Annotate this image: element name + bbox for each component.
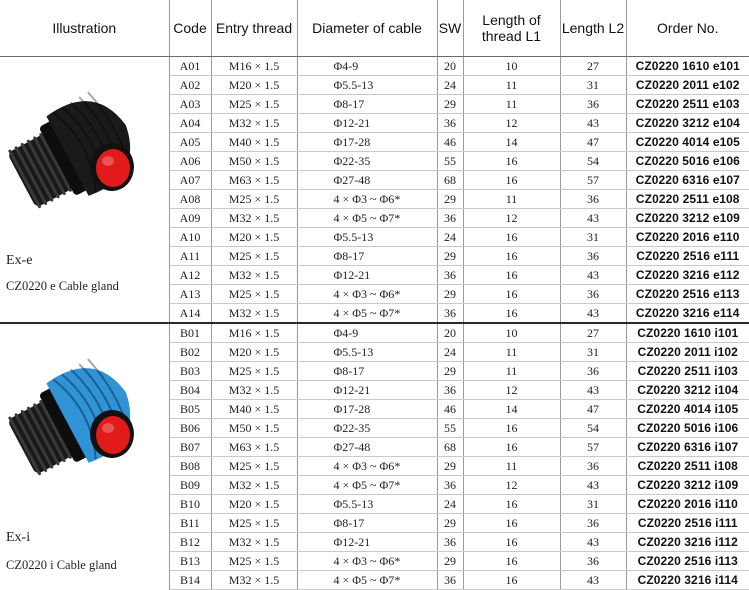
diameter-cell: [297, 114, 437, 133]
section-label: Ex-e: [6, 253, 33, 268]
header-length-l1-line2: thread L1: [481, 28, 542, 44]
sw-cell: 29: [437, 552, 463, 571]
order-no-cell: CZ0220 2516 i113: [626, 552, 749, 571]
diameter-cell: [297, 400, 437, 419]
entry-thread-cell: M32 × 1.5: [211, 114, 297, 133]
entry-thread-cell: M20 × 1.5: [211, 76, 297, 95]
length-l1-cell: 12: [463, 476, 560, 495]
diameter-cell: [297, 476, 437, 495]
illustration-cell: [0, 323, 169, 590]
length-l1-cell: 16: [463, 152, 560, 171]
length-l1-cell: 10: [463, 323, 560, 343]
length-l2-cell: 27: [560, 323, 626, 343]
diameter-value: 4 × Φ3 ~ Φ6: [333, 286, 395, 301]
sw-cell: 46: [437, 400, 463, 419]
sw-cell: 68: [437, 438, 463, 457]
length-l2-cell: 36: [560, 362, 626, 381]
code-cell: B07: [169, 438, 211, 457]
order-no-cell: CZ0220 6316 e107: [626, 171, 749, 190]
sw-cell: 24: [437, 76, 463, 95]
code-cell: A09: [169, 209, 211, 228]
length-l1-cell: 16: [463, 419, 560, 438]
diameter-value: Φ27-48: [333, 172, 371, 187]
diameter-cell: [297, 190, 437, 209]
length-l1-cell: 10: [463, 57, 560, 76]
order-no-cell: CZ0220 3212 e109: [626, 209, 749, 228]
entry-thread-cell: M63 × 1.5: [211, 171, 297, 190]
entry-thread-cell: M16 × 1.5: [211, 57, 297, 76]
length-l2-cell: 43: [560, 304, 626, 324]
section-label: Ex-i: [6, 530, 31, 545]
diameter-cell: [297, 57, 437, 76]
table-body: [0, 57, 749, 590]
diameter-cell: [297, 95, 437, 114]
length-l2-cell: 31: [560, 228, 626, 247]
length-l1-cell: 11: [463, 457, 560, 476]
length-l2-cell: 31: [560, 343, 626, 362]
diameter-cell: [297, 171, 437, 190]
diameter-value: Φ22-35: [333, 153, 371, 168]
illustration-cell: [0, 57, 169, 324]
length-l2-cell: 43: [560, 381, 626, 400]
illustration-box: [0, 324, 169, 588]
code-cell: A11: [169, 247, 211, 266]
sw-cell: 36: [437, 266, 463, 285]
diameter-cell: [297, 571, 437, 590]
special-marker: *: [394, 305, 401, 320]
diameter-cell: [297, 381, 437, 400]
sw-cell: 36: [437, 381, 463, 400]
length-l1-cell: 11: [463, 76, 560, 95]
diameter-value: Φ8-17: [333, 248, 365, 263]
code-cell: A08: [169, 190, 211, 209]
sw-cell: 29: [437, 190, 463, 209]
order-no-cell: CZ0220 1610 e101: [626, 57, 749, 76]
entry-thread-cell: M32 × 1.5: [211, 571, 297, 590]
sw-cell: 20: [437, 323, 463, 343]
diameter-cell: [297, 323, 437, 343]
diameter-value: Φ12-21: [333, 115, 371, 130]
diameter-value: Φ5.5-13: [333, 229, 374, 244]
entry-thread-cell: M20 × 1.5: [211, 343, 297, 362]
entry-thread-cell: M16 × 1.5: [211, 323, 297, 343]
entry-thread-cell: M63 × 1.5: [211, 438, 297, 457]
entry-thread-cell: M32 × 1.5: [211, 476, 297, 495]
order-no-cell: CZ0220 3212 i104: [626, 381, 749, 400]
length-l1-cell: 12: [463, 381, 560, 400]
entry-thread-cell: M40 × 1.5: [211, 400, 297, 419]
code-cell: B14: [169, 571, 211, 590]
ex-e-cable-gland-image: [4, 75, 154, 225]
code-cell: B10: [169, 495, 211, 514]
order-no-cell: CZ0220 2516 i111: [626, 514, 749, 533]
length-l1-cell: 16: [463, 552, 560, 571]
diameter-value: 4 × Φ5 ~ Φ7: [333, 210, 395, 225]
order-no-cell: CZ0220 3216 e114: [626, 304, 749, 324]
sw-cell: 24: [437, 228, 463, 247]
diameter-cell: [297, 552, 437, 571]
length-l1-cell: 11: [463, 362, 560, 381]
length-l2-cell: 36: [560, 457, 626, 476]
illustration-box: [0, 57, 169, 321]
header-diameter: Diameter of cable: [297, 0, 437, 57]
order-no-cell: CZ0220 3216 e112: [626, 266, 749, 285]
diameter-cell: [297, 514, 437, 533]
order-no-cell: CZ0220 4014 e105: [626, 133, 749, 152]
code-cell: B06: [169, 419, 211, 438]
diameter-cell: [297, 152, 437, 171]
length-l2-cell: 43: [560, 476, 626, 495]
order-no-cell: CZ0220 2511 e108: [626, 190, 749, 209]
special-marker: *: [394, 458, 401, 473]
length-l1-cell: 11: [463, 95, 560, 114]
diameter-cell: [297, 209, 437, 228]
entry-thread-cell: M25 × 1.5: [211, 190, 297, 209]
sw-cell: 36: [437, 476, 463, 495]
diameter-value: Φ12-21: [333, 382, 371, 397]
code-cell: A06: [169, 152, 211, 171]
length-l1-cell: 16: [463, 171, 560, 190]
order-no-cell: CZ0220 2516 e113: [626, 285, 749, 304]
length-l2-cell: 36: [560, 247, 626, 266]
special-marker: *: [394, 210, 401, 225]
length-l2-cell: 36: [560, 552, 626, 571]
header-length-l1-line1: Length of: [482, 12, 541, 28]
diameter-cell: [297, 495, 437, 514]
code-cell: A05: [169, 133, 211, 152]
section-caption: CZ0220 e Cable gland: [6, 279, 119, 293]
diameter-value: Φ22-35: [333, 420, 371, 435]
diameter-value: Φ8-17: [333, 363, 365, 378]
entry-thread-cell: M25 × 1.5: [211, 457, 297, 476]
order-no-cell: CZ0220 1610 i101: [626, 323, 749, 343]
code-cell: B12: [169, 533, 211, 552]
diameter-cell: [297, 304, 437, 324]
diameter-cell: [297, 133, 437, 152]
code-cell: A01: [169, 57, 211, 76]
sw-cell: 29: [437, 457, 463, 476]
special-marker: *: [394, 477, 401, 492]
order-no-cell: CZ0220 4014 i105: [626, 400, 749, 419]
diameter-value: 4 × Φ3 ~ Φ6: [333, 553, 395, 568]
length-l2-cell: 43: [560, 533, 626, 552]
length-l2-cell: 43: [560, 114, 626, 133]
order-no-cell: CZ0220 2011 i102: [626, 343, 749, 362]
length-l1-cell: 11: [463, 190, 560, 209]
sw-cell: 29: [437, 95, 463, 114]
order-no-cell: CZ0220 3212 i109: [626, 476, 749, 495]
code-cell: A13: [169, 285, 211, 304]
sw-cell: 36: [437, 533, 463, 552]
diameter-cell: [297, 438, 437, 457]
diameter-cell: [297, 362, 437, 381]
diameter-cell: [297, 228, 437, 247]
diameter-value: Φ17-28: [333, 401, 371, 416]
sw-cell: 20: [437, 57, 463, 76]
diameter-cell: [297, 419, 437, 438]
section-caption: CZ0220 i Cable gland: [6, 558, 117, 572]
length-l1-cell: 14: [463, 400, 560, 419]
length-l2-cell: 54: [560, 152, 626, 171]
length-l1-cell: 16: [463, 514, 560, 533]
header-entry-thread: Entry thread: [211, 0, 297, 57]
diameter-value: 4 × Φ3 ~ Φ6: [333, 191, 395, 206]
code-cell: B05: [169, 400, 211, 419]
diameter-cell: [297, 76, 437, 95]
entry-thread-cell: M32 × 1.5: [211, 533, 297, 552]
sw-cell: 36: [437, 114, 463, 133]
length-l2-cell: 57: [560, 438, 626, 457]
length-l1-cell: 16: [463, 571, 560, 590]
order-no-cell: CZ0220 3216 i114: [626, 571, 749, 590]
sw-cell: 29: [437, 285, 463, 304]
entry-thread-cell: M40 × 1.5: [211, 133, 297, 152]
diameter-cell: [297, 266, 437, 285]
header-order-no: Order No.: [626, 0, 749, 57]
diameter-value: 4 × Φ5 ~ Φ7: [333, 305, 395, 320]
entry-thread-cell: M50 × 1.5: [211, 419, 297, 438]
diameter-cell: [297, 285, 437, 304]
sw-cell: 36: [437, 209, 463, 228]
sw-cell: 55: [437, 419, 463, 438]
order-no-cell: CZ0220 2511 i108: [626, 457, 749, 476]
header-length-l1: [463, 0, 560, 57]
length-l2-cell: 36: [560, 95, 626, 114]
sw-cell: 55: [437, 152, 463, 171]
diameter-value: Φ5.5-13: [333, 77, 374, 92]
order-no-cell: CZ0220 3216 i112: [626, 533, 749, 552]
diameter-value: Φ5.5-13: [333, 496, 374, 511]
sw-cell: 29: [437, 514, 463, 533]
code-cell: B13: [169, 552, 211, 571]
entry-thread-cell: M25 × 1.5: [211, 552, 297, 571]
length-l1-cell: 16: [463, 266, 560, 285]
code-cell: B08: [169, 457, 211, 476]
length-l1-cell: 16: [463, 304, 560, 324]
table-row: [0, 57, 749, 76]
length-l1-cell: 16: [463, 285, 560, 304]
length-l2-cell: 57: [560, 171, 626, 190]
entry-thread-cell: M25 × 1.5: [211, 362, 297, 381]
sw-cell: 29: [437, 362, 463, 381]
length-l1-cell: 16: [463, 247, 560, 266]
diameter-value: Φ17-28: [333, 134, 371, 149]
sw-cell: 36: [437, 304, 463, 324]
length-l1-cell: 11: [463, 343, 560, 362]
code-cell: B09: [169, 476, 211, 495]
length-l1-cell: 16: [463, 228, 560, 247]
diameter-value: Φ12-21: [333, 534, 371, 549]
header-code: Code: [169, 0, 211, 57]
code-cell: B02: [169, 343, 211, 362]
order-no-cell: CZ0220 2511 e103: [626, 95, 749, 114]
header-length-l2: Length L2: [560, 0, 626, 57]
length-l2-cell: 43: [560, 209, 626, 228]
length-l2-cell: 47: [560, 133, 626, 152]
code-cell: A03: [169, 95, 211, 114]
length-l1-cell: 16: [463, 533, 560, 552]
order-no-cell: CZ0220 5016 i106: [626, 419, 749, 438]
entry-thread-cell: M20 × 1.5: [211, 228, 297, 247]
entry-thread-cell: M32 × 1.5: [211, 266, 297, 285]
sw-cell: 68: [437, 171, 463, 190]
entry-thread-cell: M25 × 1.5: [211, 514, 297, 533]
entry-thread-cell: M32 × 1.5: [211, 381, 297, 400]
diameter-cell: [297, 533, 437, 552]
diameter-value: Φ27-48: [333, 439, 371, 454]
code-cell: B03: [169, 362, 211, 381]
length-l1-cell: 14: [463, 133, 560, 152]
diameter-value: Φ4-9: [333, 325, 359, 340]
entry-thread-cell: M32 × 1.5: [211, 209, 297, 228]
sw-cell: 24: [437, 495, 463, 514]
order-no-cell: CZ0220 2011 e102: [626, 76, 749, 95]
order-no-cell: CZ0220 2516 e111: [626, 247, 749, 266]
code-cell: B04: [169, 381, 211, 400]
length-l2-cell: 43: [560, 571, 626, 590]
entry-thread-cell: M25 × 1.5: [211, 285, 297, 304]
length-l2-cell: 36: [560, 190, 626, 209]
sw-cell: 46: [437, 133, 463, 152]
ex-i-cable-gland-image: [4, 342, 154, 492]
entry-thread-cell: M20 × 1.5: [211, 495, 297, 514]
header-sw: SW: [437, 0, 463, 57]
diameter-value: Φ4-9: [333, 58, 359, 73]
length-l1-cell: 16: [463, 495, 560, 514]
code-cell: A10: [169, 228, 211, 247]
length-l2-cell: 27: [560, 57, 626, 76]
diameter-value: 4 × Φ3 ~ Φ6: [333, 458, 395, 473]
diameter-value: Φ5.5-13: [333, 344, 374, 359]
diameter-value: Φ8-17: [333, 96, 365, 111]
code-cell: B11: [169, 514, 211, 533]
order-no-cell: CZ0220 6316 i107: [626, 438, 749, 457]
sw-cell: 36: [437, 571, 463, 590]
diameter-value: 4 × Φ5 ~ Φ7: [333, 477, 395, 492]
special-marker: *: [394, 553, 401, 568]
code-cell: B01: [169, 323, 211, 343]
diameter-cell: [297, 457, 437, 476]
order-no-cell: CZ0220 3212 e104: [626, 114, 749, 133]
special-marker: *: [394, 191, 401, 206]
header-illustration: Illustration: [0, 0, 169, 57]
length-l1-cell: 16: [463, 438, 560, 457]
entry-thread-cell: M25 × 1.5: [211, 95, 297, 114]
diameter-value: Φ8-17: [333, 515, 365, 530]
entry-thread-cell: M25 × 1.5: [211, 247, 297, 266]
table-row: [0, 323, 749, 343]
code-cell: A07: [169, 171, 211, 190]
sw-cell: 29: [437, 247, 463, 266]
code-cell: A14: [169, 304, 211, 324]
order-no-cell: CZ0220 2511 i103: [626, 362, 749, 381]
code-cell: A02: [169, 76, 211, 95]
sw-cell: 24: [437, 343, 463, 362]
table-header: [0, 0, 749, 57]
entry-thread-cell: M32 × 1.5: [211, 304, 297, 324]
length-l1-cell: 12: [463, 114, 560, 133]
order-no-cell: CZ0220 2016 i110: [626, 495, 749, 514]
length-l2-cell: 31: [560, 495, 626, 514]
length-l2-cell: 31: [560, 76, 626, 95]
diameter-value: Φ12-21: [333, 267, 371, 282]
special-marker: *: [394, 286, 401, 301]
special-marker: *: [394, 572, 401, 587]
length-l2-cell: 36: [560, 514, 626, 533]
code-cell: A04: [169, 114, 211, 133]
diameter-cell: [297, 343, 437, 362]
diameter-cell: [297, 247, 437, 266]
length-l2-cell: 36: [560, 285, 626, 304]
diameter-value: 4 × Φ5 ~ Φ7: [333, 572, 395, 587]
length-l1-cell: 12: [463, 209, 560, 228]
order-no-cell: CZ0220 5016 e106: [626, 152, 749, 171]
code-cell: A12: [169, 266, 211, 285]
length-l2-cell: 54: [560, 419, 626, 438]
order-no-cell: CZ0220 2016 e110: [626, 228, 749, 247]
entry-thread-cell: M50 × 1.5: [211, 152, 297, 171]
length-l2-cell: 43: [560, 266, 626, 285]
length-l2-cell: 47: [560, 400, 626, 419]
